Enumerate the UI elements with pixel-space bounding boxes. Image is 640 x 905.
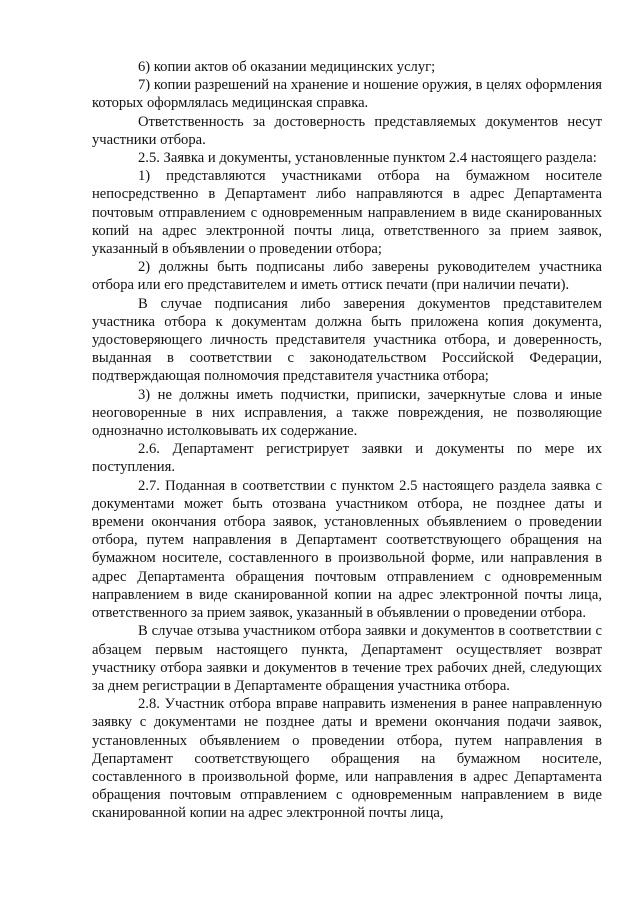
paragraph-2-5-item-2: 2) должны быть подписаны либо заверены руководителем участника отбора или его представителем и иметь оттиск печати (при наличии печати). (92, 259, 602, 294)
paragraph-2-5-item-3: 3) не должны иметь подчистки, приписки, зачеркнутые слова и иные неоговоренные в них исправления, а также повреждения, не позволяющие однозначно истолковывать их содержание. (92, 386, 602, 440)
paragraph-item-6: 6) копии актов об оказании медицинских услуг; (138, 59, 436, 75)
paragraph-2-7: 2.7. Поданная в соответствии с пунктом 2.5 настоящего раздела заявка с документами может быть отозвана участником отбора, не позднее даты и времени окончания отбора заявок, установленных объявлением о проведении отбора, путем направления в Департамент соответствующего обращения на бумажном носителе, составленного в произвольной форме, или направления в адрес Департамента обращения почтовым отправлением с одновременным направлением в виде сканированной копии на адрес электронной почты лица, ответственного за прием заявок, указанный в объявлении о проведении отбора. (92, 477, 602, 622)
paragraph-2-5: 2.5. Заявка и документы, установленные пунктом 2.4 настоящего раздела: (138, 150, 597, 167)
paragraph-withdrawal: В случае отзыва участником отбора заявки и документов в соответствии с абзацем первым настоящего пункта, Департамент осуществляет возврат участнику отбора заявки и документов в течение трех рабочих дней, следующих за днем регистрации в Департаменте обращения участника отбора. (92, 623, 602, 694)
paragraph-2-6: 2.6. Департамент регистрирует заявки и документы по мере их поступления. (92, 441, 602, 476)
paragraph-item-7: 7) копии разрешений на хранение и ношение оружия, в целях оформления которых оформлялась медицинская справка. (92, 77, 602, 112)
paragraph-representative: В случае подписания либо заверения документов представителем участника отбора к документам должна быть приложена копия документа, удостоверяющего личность представителя участника отбора, и доверенность, выданная в соответствии с законодательством Российской Федерации, подтверждающая полномочия представителя участника отбора; (92, 295, 602, 385)
paragraph-responsibility: Ответственность за достоверность представляемых документов несут участники отбора. (92, 113, 602, 148)
document-page (92, 58, 602, 823)
paragraph-2-5-item-1: 1) представляются участниками отбора на бумажном носителе непосредственно в Департамент либо направляются в адрес Департамента почтовым отправлением с одновременным направлением в виде сканированных копий на адрес электронной почты лица, ответственного за прием заявок, указанный в объявлении о проведении отбора; (92, 168, 602, 258)
paragraph-2-8: 2.8. Участник отбора вправе направить изменения в ранее направленную заявку с документами не позднее даты и времени окончания подачи заявок, установленных объявлением о проведении отбора, путем направления в Департамент соответствующего обращения на бумажном носителе, составленного в произвольной форме, или направления в адрес Департамента обращения почтовым отправлением с одновременным направлением в виде сканированной копии на адрес электронной почты лица, (92, 696, 602, 822)
